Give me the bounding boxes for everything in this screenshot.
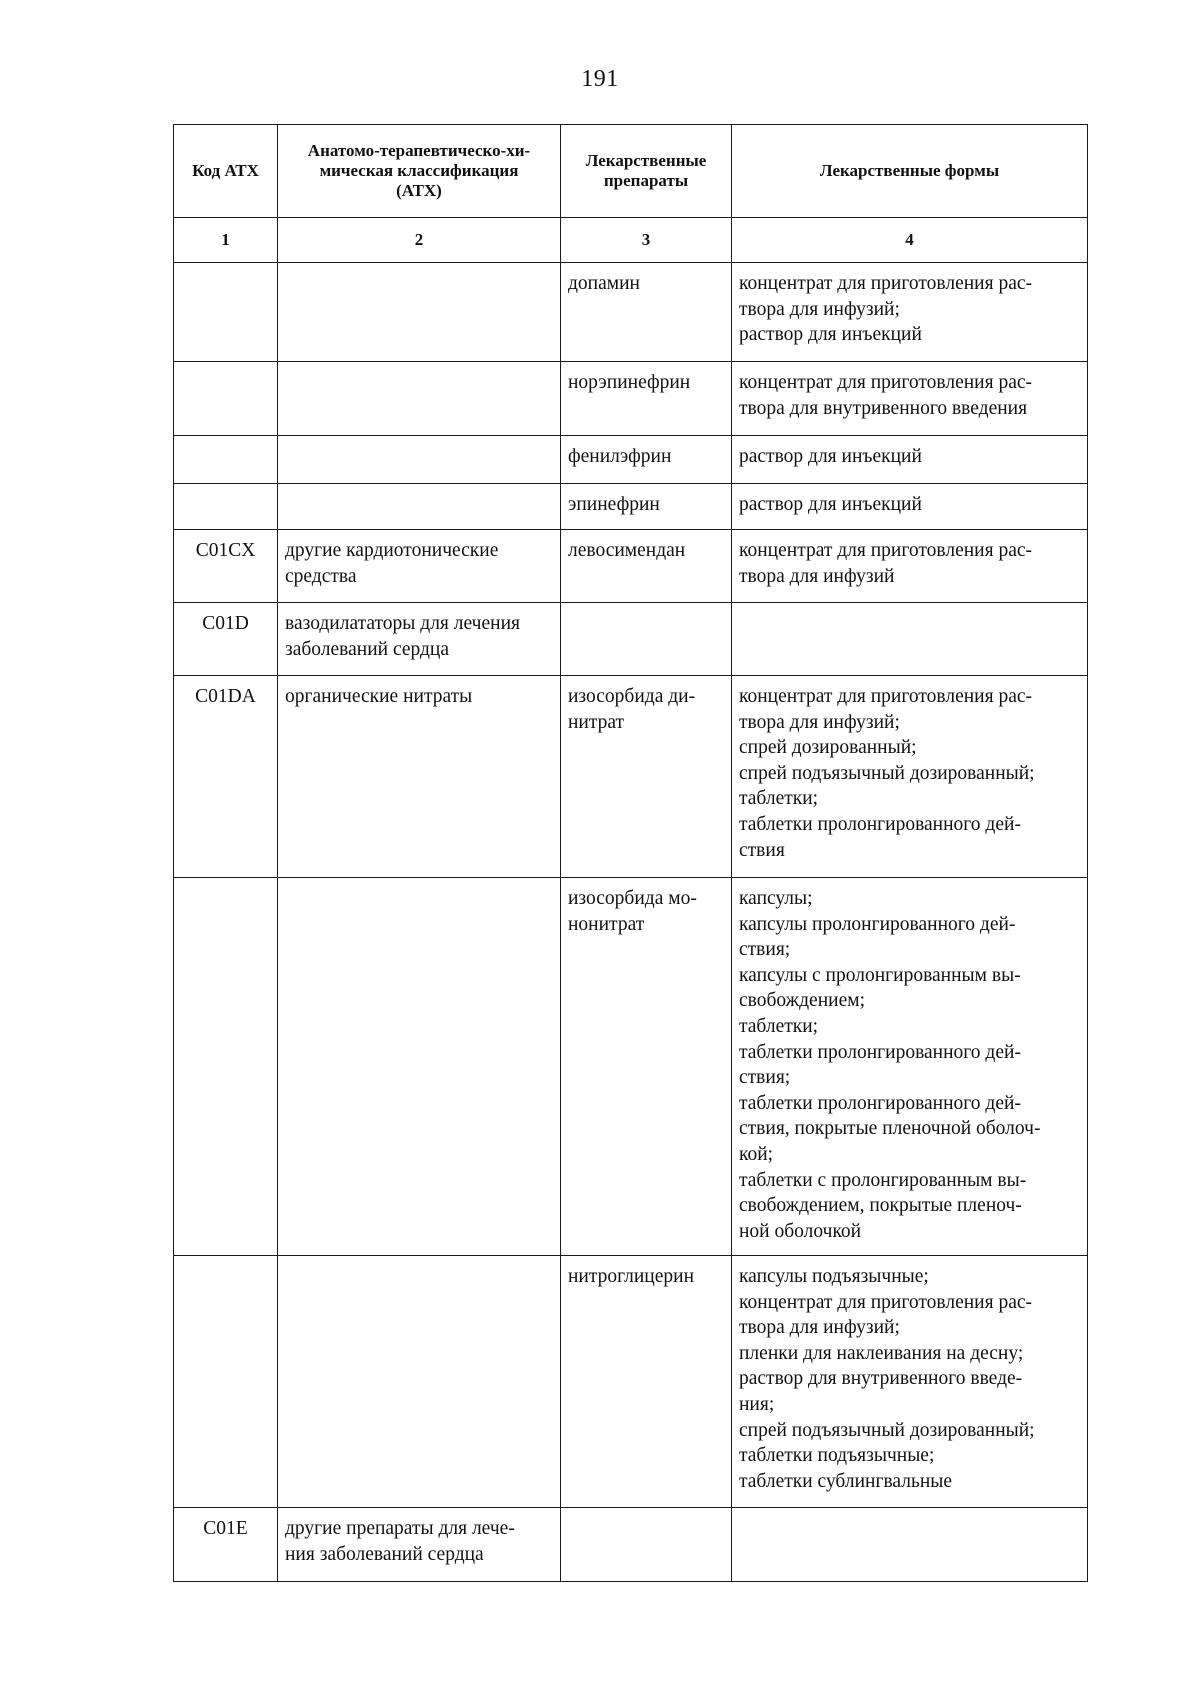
atx-code-cell: C01CX xyxy=(174,530,278,603)
drug-cell xyxy=(561,603,732,676)
forms-cell-line: таблетки с пролонгированным вы- xyxy=(739,1169,1027,1191)
forms-cell-line: капсулы подъязычные; xyxy=(739,1266,929,1287)
drug-cell-line: эпинефрин xyxy=(568,494,660,515)
classification-cell xyxy=(278,1256,561,1508)
header-classification-lines: Анатомо-терапевтическо-хи- мическая классификация (АТХ) xyxy=(307,141,531,200)
classification-cell xyxy=(278,603,561,676)
atx-code-cell: C01DA xyxy=(174,676,278,878)
drug-cell-lines xyxy=(568,492,725,518)
forms-cell-line: таблетки пролонгированного дей- xyxy=(739,813,1021,835)
forms-cell-line: концентрат для приготовления рас- xyxy=(739,372,1032,393)
forms-cell-line: спрей подъязычный дозированный; xyxy=(739,762,1035,784)
forms-cell-line: раствор для инъекций xyxy=(739,446,922,467)
classification-cell-lines xyxy=(285,538,554,589)
forms-cell-line: таблетки; xyxy=(739,1015,819,1037)
column-number-1: 1 xyxy=(174,218,278,263)
forms-cell-line: концентрат для приготовления рас- xyxy=(739,540,1032,561)
forms-cell-line: твора для инфузий xyxy=(739,565,895,587)
classification-cell xyxy=(278,436,561,484)
column-number-4: 4 xyxy=(732,218,1088,263)
table-row xyxy=(174,878,1088,1256)
forms-cell-lines xyxy=(739,684,1081,863)
forms-cell-line: концентрат для приготовления рас- xyxy=(739,686,1032,707)
drug-cell-lines xyxy=(568,370,725,396)
header-drugs-lines: Лекарственные препараты xyxy=(585,151,707,190)
forms-cell xyxy=(732,362,1088,436)
forms-cell-line: таблетки пролонгированного дей- xyxy=(739,1092,1021,1114)
forms-cell-line: ствия; xyxy=(739,1067,791,1089)
table-row xyxy=(174,1508,1088,1582)
column-number-row xyxy=(174,218,1088,263)
table-row xyxy=(174,530,1088,603)
classification-cell xyxy=(278,1508,561,1582)
forms-cell-line: концентрат для приготовления рас- xyxy=(739,1291,1032,1313)
atx-code-cell xyxy=(174,484,278,530)
column-number-3: 3 xyxy=(561,218,732,263)
forms-cell-line: свобождением; xyxy=(739,990,865,1012)
atx-code-cell xyxy=(174,362,278,436)
forms-cell-line: раствор для внутривенного введе- xyxy=(739,1368,1023,1390)
forms-cell-lines xyxy=(739,444,1081,470)
classification-cell-line: ния заболеваний сердца xyxy=(285,1543,484,1565)
classification-cell xyxy=(278,484,561,530)
atx-code-cell xyxy=(174,1256,278,1508)
classification-cell xyxy=(278,263,561,362)
forms-cell-line: спрей дозированный; xyxy=(739,737,917,759)
drug-cell-lines xyxy=(568,1264,725,1290)
page-number: 191 xyxy=(581,66,619,92)
forms-cell-line: ствия; xyxy=(739,939,791,961)
table-row xyxy=(174,676,1088,878)
forms-cell-line: спрей подъязычный дозированный; xyxy=(739,1419,1035,1441)
classification-cell-lines xyxy=(285,611,554,662)
drug-cell-lines xyxy=(568,444,725,470)
drug-cell-lines xyxy=(568,538,725,564)
drug-cell-line: изосорбида мо- xyxy=(568,888,697,909)
forms-cell xyxy=(732,1256,1088,1508)
classification-cell-line: другие препараты для лече- xyxy=(285,1518,515,1539)
forms-cell-line: таблетки пролонгированного дей- xyxy=(739,1041,1021,1063)
drug-cell xyxy=(561,676,732,878)
forms-cell-line: пленки для наклеивания на десну; xyxy=(739,1342,1024,1364)
drug-cell-line: допамин xyxy=(568,273,640,294)
drug-cell-line: изосорбида ди- xyxy=(568,686,696,707)
forms-cell-line: капсулы с пролонгированным вы- xyxy=(739,964,1021,986)
table-body xyxy=(174,263,1088,1582)
forms-cell-line: твора для инфузий; xyxy=(739,711,900,733)
forms-cell xyxy=(732,676,1088,878)
classification-cell xyxy=(278,676,561,878)
drug-cell xyxy=(561,484,732,530)
forms-cell xyxy=(732,484,1088,530)
atx-code-cell: C01E xyxy=(174,1508,278,1582)
forms-cell-line: свобождением, покрытые пленоч- xyxy=(739,1195,1022,1217)
classification-cell xyxy=(278,530,561,603)
forms-cell-lines xyxy=(739,271,1081,348)
drug-cell xyxy=(561,1256,732,1508)
forms-cell-line: ния; xyxy=(739,1393,775,1415)
drug-cell-line: нитроглицерин xyxy=(568,1266,695,1287)
forms-cell-line: таблетки подъязычные; xyxy=(739,1445,935,1467)
forms-cell-line: раствор для инъекций xyxy=(739,324,922,346)
forms-cell-lines xyxy=(739,1264,1081,1494)
forms-cell-line: кой; xyxy=(739,1143,774,1165)
forms-cell-line: ствия xyxy=(739,839,785,861)
table-row xyxy=(174,263,1088,362)
drug-cell-lines xyxy=(568,684,725,735)
forms-cell-lines xyxy=(739,370,1081,421)
forms-cell-line: ной оболочкой xyxy=(739,1220,862,1242)
forms-cell-line: таблетки; xyxy=(739,788,819,810)
drug-cell xyxy=(561,878,732,1256)
header-code: Код АТХ xyxy=(174,125,278,218)
drug-cell-line: левосимендан xyxy=(568,540,686,561)
drug-cell xyxy=(561,530,732,603)
table-row xyxy=(174,484,1088,530)
drug-cell xyxy=(561,362,732,436)
forms-cell-line: концентрат для приготовления рас- xyxy=(739,273,1032,294)
drug-cell xyxy=(561,436,732,484)
atx-code-cell: C01D xyxy=(174,603,278,676)
column-number-2: 2 xyxy=(278,218,561,263)
header-row xyxy=(174,125,1088,218)
atx-code-cell xyxy=(174,263,278,362)
classification-cell-line: заболеваний сердца xyxy=(285,638,449,660)
forms-cell-line: таблетки сублингвальные xyxy=(739,1470,953,1492)
forms-cell-lines xyxy=(739,492,1081,518)
classification-cell-line: другие кардиотонические xyxy=(285,540,499,561)
forms-cell xyxy=(732,603,1088,676)
classification-cell xyxy=(278,878,561,1256)
header-classification xyxy=(278,125,561,218)
classification-cell-line: органические нитраты xyxy=(285,686,473,707)
forms-cell-line: раствор для инъекций xyxy=(739,494,922,515)
drug-cell-lines xyxy=(568,271,725,297)
classification-cell-lines xyxy=(285,684,554,710)
header-forms: Лекарственные формы xyxy=(732,125,1088,218)
drug-cell-lines xyxy=(568,886,725,937)
forms-cell xyxy=(732,436,1088,484)
forms-cell-line: твора для инфузий; xyxy=(739,298,900,320)
forms-cell xyxy=(732,530,1088,603)
classification-cell-line: вазодилататоры для лечения xyxy=(285,613,520,634)
table-row xyxy=(174,362,1088,436)
forms-cell-lines xyxy=(739,886,1081,1244)
forms-cell-line: ствия, покрытые пленочной оболоч- xyxy=(739,1118,1041,1140)
atx-code-cell xyxy=(174,878,278,1256)
drug-cell-line: нитрат xyxy=(568,711,625,733)
classification-cell xyxy=(278,362,561,436)
forms-cell-lines xyxy=(739,538,1081,589)
drug-cell-line: норэпинефрин xyxy=(568,372,691,393)
header-drugs xyxy=(561,125,732,218)
forms-cell xyxy=(732,263,1088,362)
drug-cell xyxy=(561,1508,732,1582)
classification-cell-line: средства xyxy=(285,565,357,587)
table-row xyxy=(174,603,1088,676)
forms-cell-line: твора для внутривенного введения xyxy=(739,397,1028,419)
atx-table xyxy=(173,124,1088,1582)
forms-cell-line: твора для инфузий; xyxy=(739,1317,900,1339)
drug-cell xyxy=(561,263,732,362)
forms-cell-line: капсулы пролонгированного дей- xyxy=(739,913,1016,935)
drug-cell-line: нонитрат xyxy=(568,913,645,935)
atx-code-cell xyxy=(174,436,278,484)
table-row xyxy=(174,1256,1088,1508)
forms-cell xyxy=(732,1508,1088,1582)
classification-cell-lines xyxy=(285,1516,554,1567)
forms-cell-line: капсулы; xyxy=(739,888,813,909)
forms-cell xyxy=(732,878,1088,1256)
drug-cell-line: фенилэфрин xyxy=(568,446,672,467)
table-row xyxy=(174,436,1088,484)
